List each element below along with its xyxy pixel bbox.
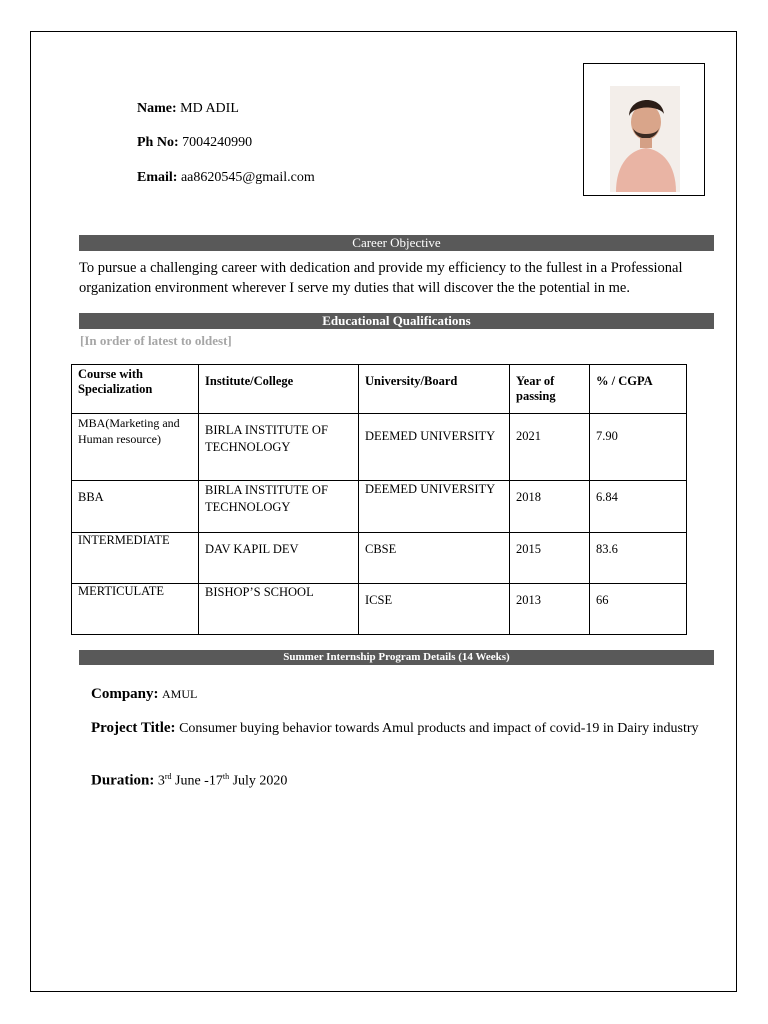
row-university: DEEMED UNIVERSITY	[359, 414, 510, 481]
row-year: 2018	[510, 481, 590, 533]
company-line	[91, 686, 197, 703]
row-cgpa: 83.6	[590, 533, 687, 584]
duration-start-suffix: rd	[164, 772, 172, 781]
row-course: INTERMEDIATE	[72, 533, 199, 584]
table-row	[72, 481, 687, 533]
row-cgpa: 7.90	[590, 414, 687, 481]
header-course: Course with Specialization	[72, 365, 199, 414]
project-line	[91, 719, 701, 738]
email-label: Email:	[137, 170, 178, 185]
row-year: 2013	[510, 584, 590, 635]
duration-start-day: 3	[157, 773, 165, 789]
phone-value: 7004240990	[182, 135, 253, 150]
duration-label: Duration:	[91, 772, 155, 789]
header-cgpa: % / CGPA	[590, 365, 687, 414]
company-label: Company:	[91, 686, 159, 702]
row-university: DEEMED UNIVERSITY	[359, 481, 510, 533]
row-cgpa: 66	[590, 584, 687, 635]
duration-start-month: June -17	[171, 773, 223, 789]
email-line	[137, 170, 315, 186]
education-order-note: [In order of latest to oldest]	[80, 333, 232, 348]
row-institute: DAV KAPIL DEV	[199, 533, 359, 584]
education-table	[71, 364, 687, 635]
row-institute: BIRLA INSTITUTE OF TECHNOLOGY	[199, 481, 359, 533]
internship-heading: Summer Internship Program Details (14 Weeks)	[79, 650, 714, 665]
row-course: BBA	[72, 481, 199, 533]
name-line	[137, 101, 239, 117]
table-header-row	[72, 365, 687, 414]
person-portrait-icon	[610, 86, 680, 192]
career-objective-heading: Career Objective	[79, 235, 714, 251]
education-heading: Educational Qualifications	[79, 313, 714, 329]
table-row	[72, 533, 687, 584]
row-cgpa: 6.84	[590, 481, 687, 533]
phone-label: Ph No:	[137, 135, 179, 150]
email-value: aa8620545@gmail.com	[180, 170, 315, 185]
duration-line	[91, 772, 287, 790]
table-row	[72, 414, 687, 481]
row-institute: BIRLA INSTITUTE OF TECHNOLOGY	[199, 414, 359, 481]
profile-photo	[610, 86, 680, 192]
header-university: University/Board	[359, 365, 510, 414]
career-objective-text: To pursue a challenging career with dedication and provide my efficiency to the fullest in a Professional organization environment wherever I serve my duties that will discover the the potential in me.	[79, 260, 683, 296]
company-value: AMUL	[162, 687, 198, 701]
row-year: 2021	[510, 414, 590, 481]
profile-photo-frame	[583, 63, 705, 196]
row-year: 2015	[510, 533, 590, 584]
phone-line	[137, 135, 252, 151]
row-university: CBSE	[359, 533, 510, 584]
project-value: Consumer buying behavior towards Amul products and impact of covid-19 in Dairy industry	[179, 721, 699, 736]
project-label: Project Title:	[91, 720, 176, 736]
name-value: MD ADIL	[180, 101, 239, 116]
header-year: Year of passing	[510, 365, 590, 414]
row-institute: BISHOP’S SCHOOL	[199, 584, 359, 635]
duration-end-suffix: th	[222, 772, 230, 781]
table-row	[72, 584, 687, 635]
row-university: ICSE	[359, 584, 510, 635]
row-course: MBA(Marketing and Human resource)	[72, 414, 199, 481]
row-course: MERTICULATE	[72, 584, 199, 635]
duration-end-month: July 2020	[229, 773, 288, 789]
header-institute: Institute/College	[199, 365, 359, 414]
name-label: Name:	[137, 101, 177, 116]
